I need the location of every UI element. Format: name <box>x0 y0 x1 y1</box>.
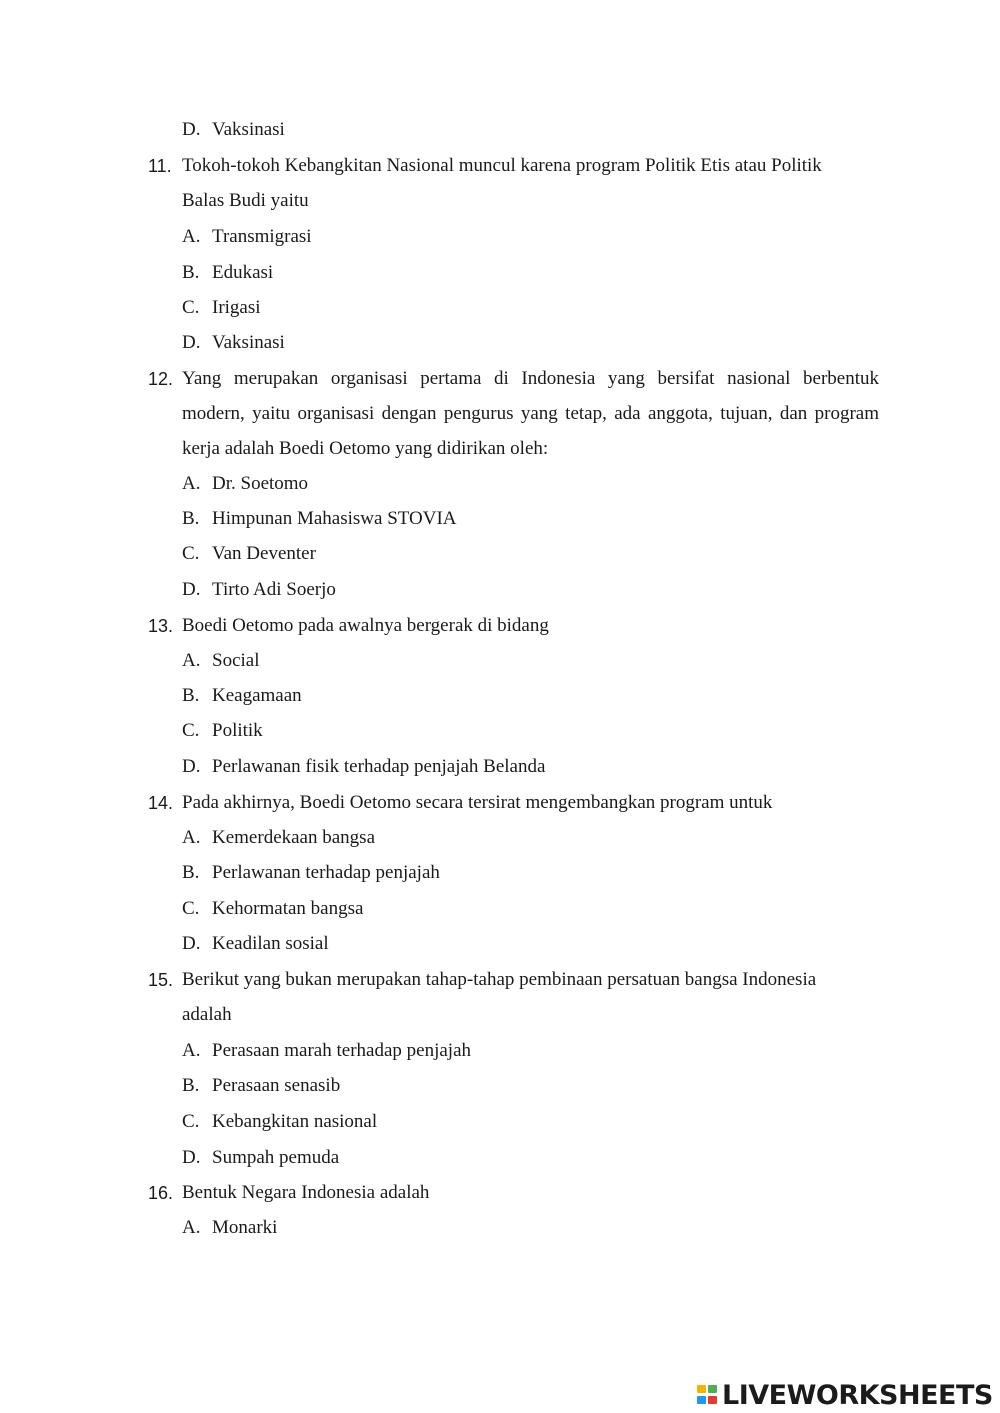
option-letter: A. <box>182 1040 201 1061</box>
question-text: Berikut yang bukan merupakan tahap-tahap pembinaan persatuan bangsa Indonesia <box>182 969 817 990</box>
question-text: kerja adalah Boedi Oetomo yang didirikan oleh: <box>182 438 549 459</box>
option-text: Politik <box>212 720 263 741</box>
logo-square <box>708 1396 717 1404</box>
question-number: 13. <box>148 616 174 636</box>
option-letter: A. <box>182 650 201 671</box>
option-text: Kehormatan bangsa <box>212 898 364 919</box>
option-letter: D. <box>182 119 201 140</box>
question-text: modern, yaitu organisasi dengan pengurus yang tetap, ada anggota, tujuan, dan program <box>182 403 879 424</box>
option-letter: D. <box>182 332 201 353</box>
liveworksheets-logo[interactable] <box>697 1378 993 1412</box>
option-letter: A. <box>182 1217 201 1238</box>
option-text: Social <box>212 650 260 671</box>
logo-square <box>708 1385 717 1393</box>
liveworksheets-logo-icon <box>697 1381 719 1409</box>
question-text: Yang merupakan organisasi pertama di Indonesia yang bersifat nasional berbentuk <box>182 368 879 389</box>
option-letter: B. <box>182 685 200 706</box>
logo-square <box>697 1385 706 1393</box>
option-letter: C. <box>182 720 200 741</box>
option-text: Irigasi <box>212 297 261 318</box>
option-text: Himpunan Mahasiswa STOVIA <box>212 508 457 529</box>
option-text: Perasaan marah terhadap penjajah <box>212 1040 472 1061</box>
option-text: Perasaan senasib <box>212 1075 341 1096</box>
option-letter: C. <box>182 543 200 564</box>
option-text: Keagamaan <box>212 685 302 706</box>
option-letter: A. <box>182 473 201 494</box>
option-letter: D. <box>182 579 201 600</box>
option-text: Dr. Soetomo <box>212 473 309 494</box>
option-text: Van Deventer <box>212 543 316 564</box>
option-text: Kebangkitan nasional <box>212 1111 378 1132</box>
question-number: 16. <box>148 1183 174 1203</box>
option-text: Vaksinasi <box>212 119 285 140</box>
option-letter: B. <box>182 262 200 283</box>
option-letter: D. <box>182 756 201 777</box>
option-letter: C. <box>182 297 200 318</box>
question-number: 11. <box>148 156 172 176</box>
option-text: Perlawanan terhadap penjajah <box>212 862 440 883</box>
option-text: Transmigrasi <box>212 226 312 247</box>
option-text: Monarki <box>212 1217 278 1238</box>
option-text: Kemerdekaan bangsa <box>212 827 376 848</box>
option-text: Edukasi <box>212 262 274 283</box>
question-text: Balas Budi yaitu <box>182 190 309 211</box>
option-text: Sumpah pemuda <box>212 1147 340 1168</box>
option-letter: D. <box>182 933 201 954</box>
option-text: Perlawanan fisik terhadap penjajah Belanda <box>212 756 546 777</box>
option-letter: D. <box>182 1147 201 1168</box>
option-letter: B. <box>182 508 200 529</box>
option-letter: B. <box>182 862 200 883</box>
logo-text: LIVEWORKSHEETS <box>722 1379 993 1411</box>
option-letter: A. <box>182 827 201 848</box>
question-text: adalah <box>182 1004 232 1025</box>
question-text: Boedi Oetomo pada awalnya bergerak di bidang <box>182 615 549 636</box>
option-text: Vaksinasi <box>212 332 285 353</box>
option-letter: C. <box>182 1111 200 1132</box>
option-letter: B. <box>182 1075 200 1096</box>
question-text: Pada akhirnya, Boedi Oetomo secara tersirat mengembangkan program untuk <box>182 792 773 813</box>
option-text: Keadilan sosial <box>212 933 329 954</box>
logo-square <box>697 1396 706 1404</box>
option-letter: A. <box>182 226 201 247</box>
question-number: 15. <box>148 970 174 990</box>
question-number: 12. <box>148 369 174 389</box>
option-letter: C. <box>182 898 200 919</box>
question-text: Tokoh-tokoh Kebangkitan Nasional muncul karena program Politik Etis atau Politik <box>182 155 822 176</box>
option-text: Tirto Adi Soerjo <box>212 579 336 600</box>
question-text: Bentuk Negara Indonesia adalah <box>182 1182 430 1203</box>
question-number: 14. <box>148 793 174 813</box>
